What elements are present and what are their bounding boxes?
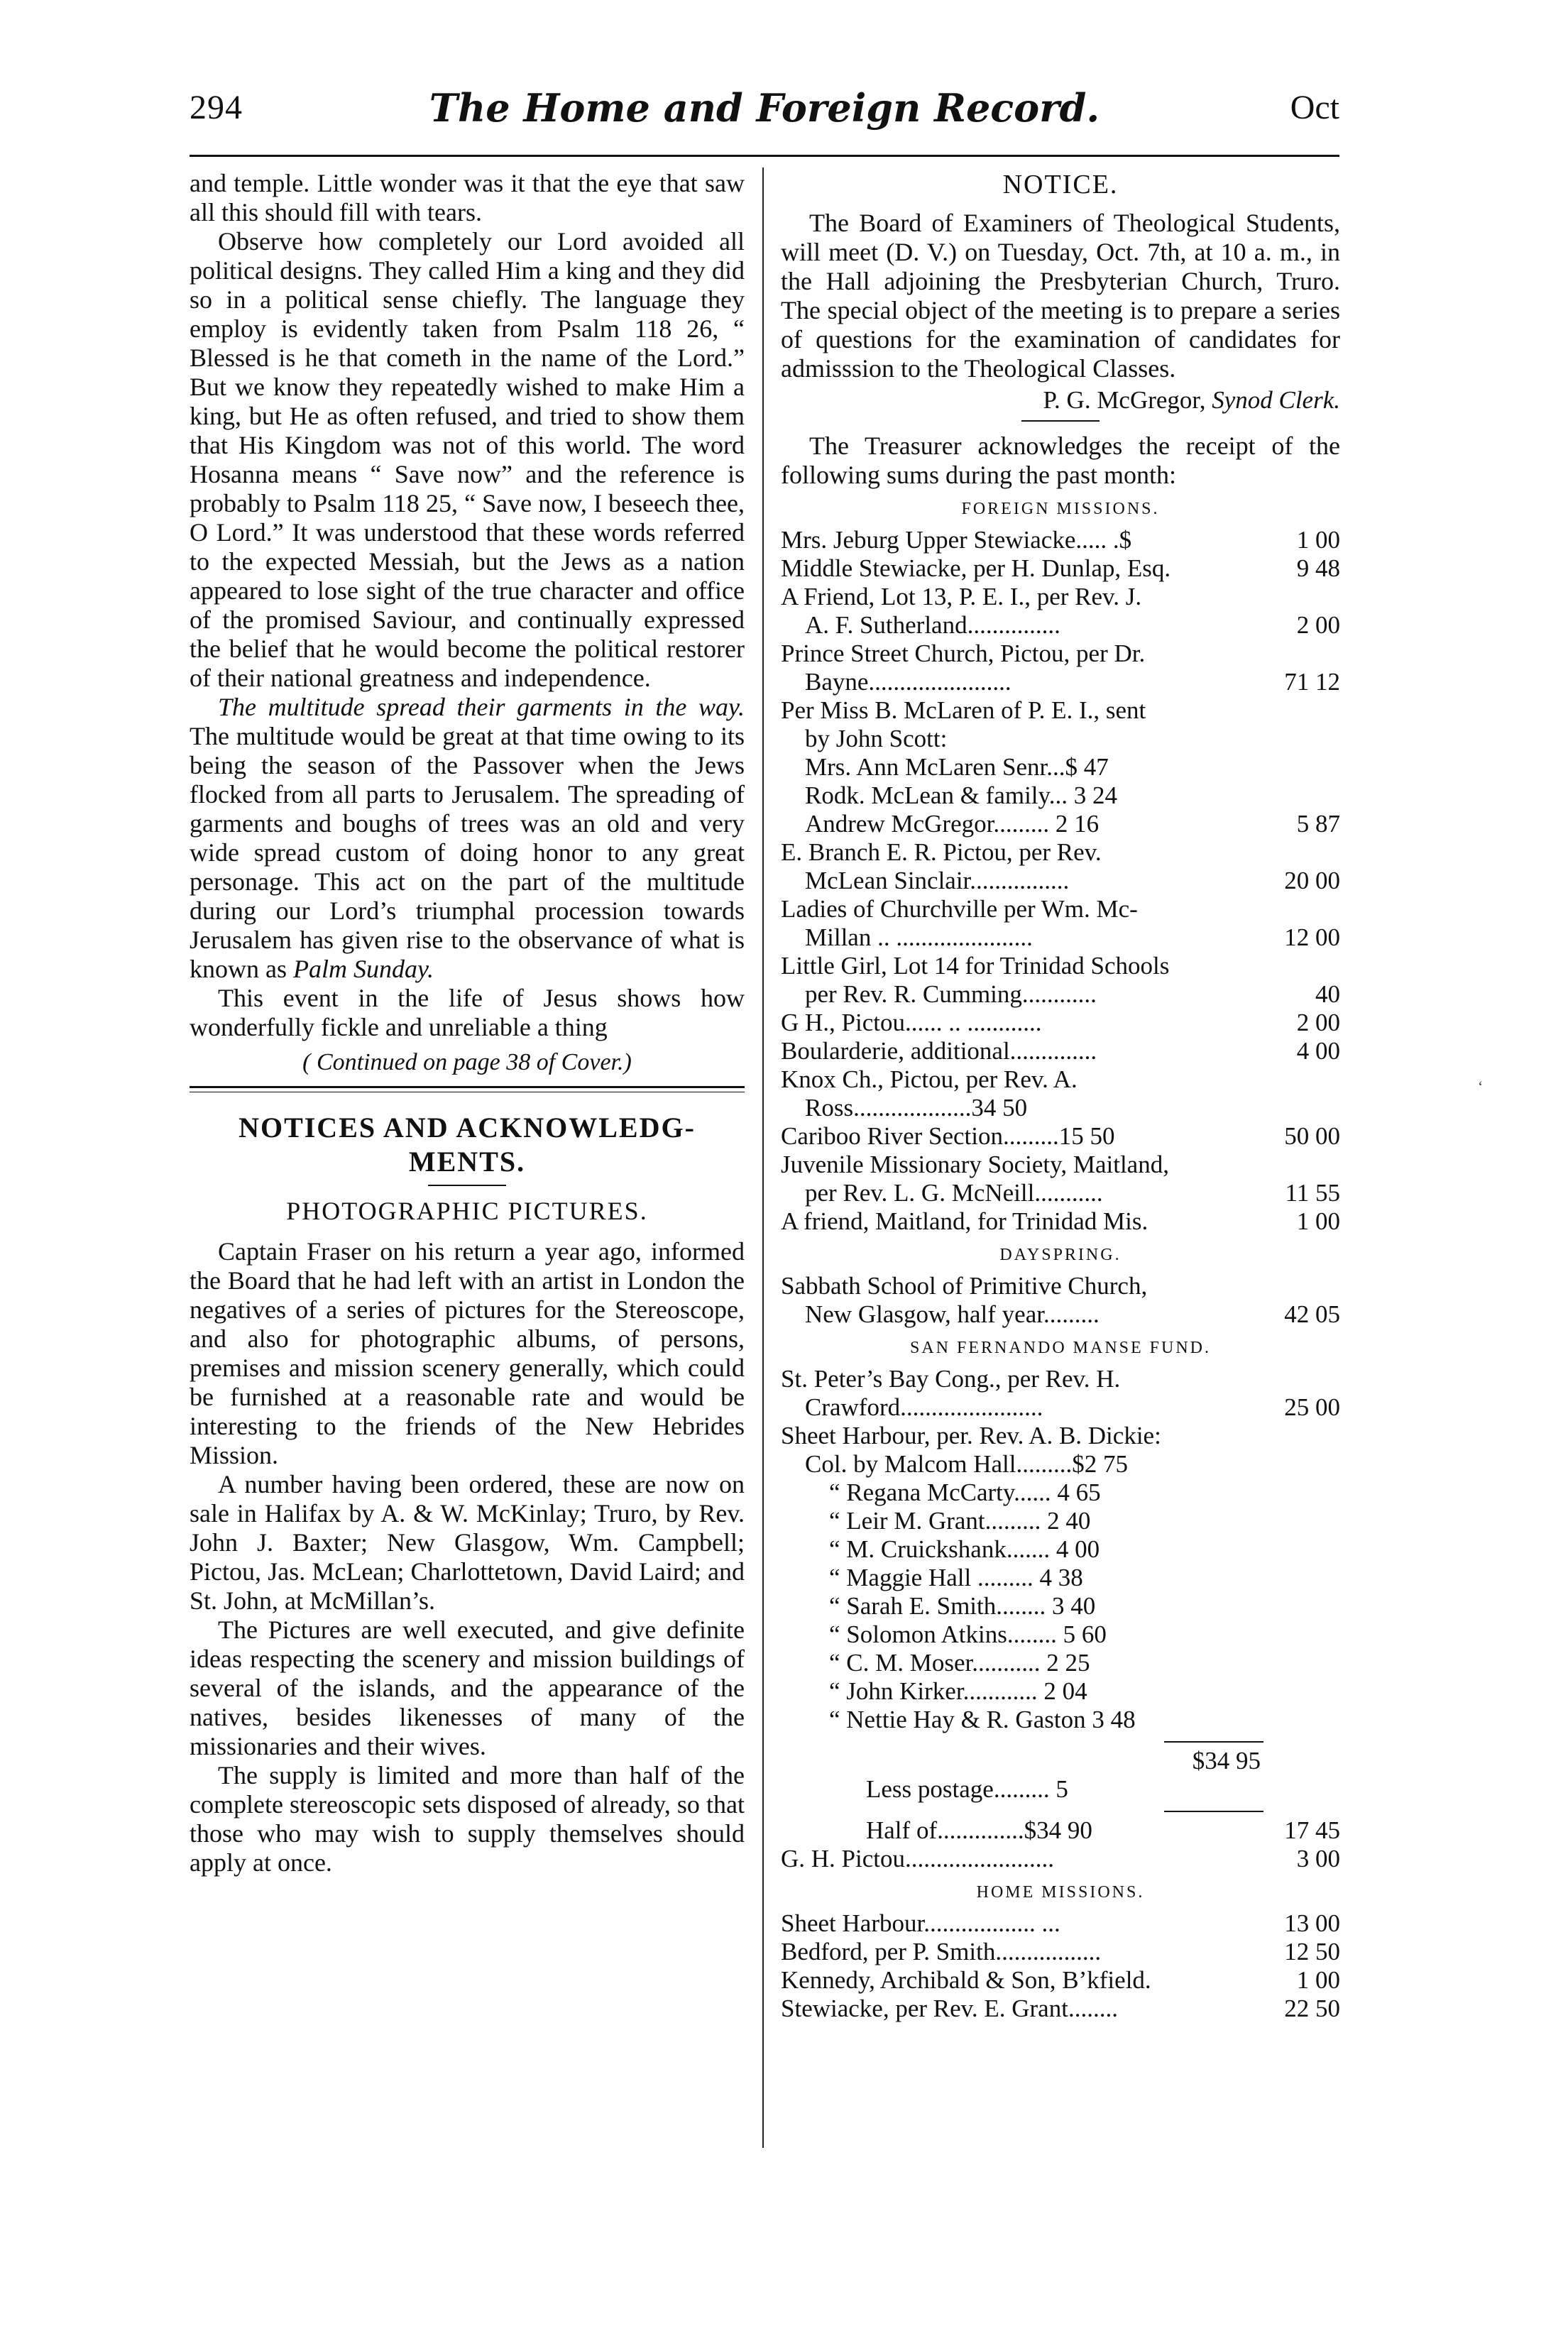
- entry-amount: 2 00: [1296, 1009, 1340, 1036]
- entry-amount: 12 50: [1284, 1938, 1340, 1965]
- signature-name: P. G. McGregor,: [1043, 386, 1206, 414]
- section-divider: [190, 1086, 745, 1092]
- entry-amount: 13 00: [1284, 1909, 1340, 1937]
- entry-description: Per Miss B. McLaren of P. E. I., sent: [781, 696, 1146, 724]
- entry-amount: 71 12: [1284, 668, 1340, 696]
- ledger-row: [781, 668, 1340, 696]
- entry-description: A friend, Maitland, for Trinidad Mis.: [781, 1207, 1148, 1235]
- paragraph: and temple. Little wonder was it that the eye that saw all this should fill with tears.: [190, 169, 745, 226]
- subtotal-rule: [1164, 1741, 1263, 1743]
- treasurer-intro: [781, 432, 1340, 490]
- ledger-row: [781, 781, 1340, 810]
- entry-description: Stewiacke, per Rev. E. Grant........: [781, 1995, 1118, 2022]
- entry-amount: 40: [1315, 980, 1340, 1008]
- entry-description: New Glasgow, half year.........: [805, 1300, 1100, 1328]
- short-rule: [1021, 420, 1100, 422]
- entry-description: Mrs. Jeburg Upper Stewiacke..... .$: [781, 526, 1132, 554]
- entry-description: “ M. Cruickshank....... 4 00: [829, 1535, 1100, 1563]
- ledger-row: [781, 1065, 1340, 1094]
- signature: [781, 386, 1340, 415]
- entry-description: Kennedy, Archibald & Son, B’kfield.: [781, 1966, 1151, 1994]
- entry-description: “ John Kirker............ 2 04: [829, 1677, 1087, 1705]
- right-column: [781, 169, 1340, 2023]
- column-divider: [762, 168, 764, 2148]
- heading-dayspring: DAYSPRING.: [999, 1246, 1122, 1264]
- ledger-row: [781, 1365, 1340, 1393]
- ledger-row: [781, 1122, 1340, 1151]
- entry-amount: 1 00: [1296, 526, 1340, 554]
- notice-title: NOTICE.: [1002, 170, 1119, 199]
- entry-description: G. H. Pictou........................: [781, 1845, 1054, 1872]
- heading-home-missions: HOME MISSIONS.: [976, 1883, 1145, 1902]
- entry-amount: 22 50: [1284, 1995, 1340, 2022]
- ledger-row: [781, 980, 1340, 1009]
- paragraph: [190, 693, 745, 984]
- entry-amount: 1 00: [1296, 1966, 1340, 1994]
- entry-description: “ C. M. Moser........... 2 25: [829, 1649, 1090, 1677]
- entry-amount: 1 00: [1296, 1207, 1340, 1235]
- ledger-row: [781, 1564, 1340, 1592]
- entry-description: Juvenile Missionary Society, Maitland,: [781, 1151, 1169, 1178]
- entry-description: Col. by Malcom Hall.........$2 75: [805, 1450, 1128, 1478]
- entry-description: Knox Ch., Pictou, per Rev. A.: [781, 1065, 1078, 1093]
- article-continuation: [190, 169, 745, 1042]
- ledger-row: [781, 611, 1340, 640]
- ledger-row: [781, 1775, 1340, 1804]
- entry-amount: 20 00: [1284, 867, 1340, 894]
- ledger-row: [781, 640, 1340, 668]
- entry-description: “ Nettie Hay & R. Gaston 3 48: [829, 1706, 1136, 1733]
- paragraph: Captain Fraser on his return a year ago, informed the Board that he had left with an artist in London the negatives of a series of pictures for the Stereoscope, and also for photographic albums, of persons, premises and mission scenery generally, which could be furnished at a reasonable rate and would be interesting to the friends of the New Hebrides Mission.: [190, 1237, 745, 1469]
- ledger-row: [781, 1938, 1340, 1966]
- ledger-row: [781, 1479, 1340, 1507]
- ledger-row: [781, 1592, 1340, 1620]
- entry-description: Little Girl, Lot 14 for Trinidad Schools: [781, 952, 1170, 980]
- ledger-row: [781, 1094, 1340, 1122]
- ledger-row: [781, 838, 1340, 867]
- ledger-row: [781, 1620, 1340, 1649]
- paragraph: The Treasurer acknowledges the receipt of the following sums during the past month:: [781, 432, 1340, 489]
- left-column: [190, 169, 745, 1877]
- paragraph-text: The multitude would be great at that time owing to its being the season of the Passover when the Jews flocked from all parts to Jerusalem. The spreading of garments and boughs of trees was an old and very wide spread custom of doing honor to any great personage. This act on the part of the multitude during our Lord’s triumphal procession towards Jerusalem has given rise to the observance of what is known as: [190, 722, 745, 983]
- section-title-line: NOTICES AND ACKNOWLEDG-: [239, 1112, 696, 1143]
- ledger-row: [781, 1507, 1340, 1535]
- entry-description: A. F. Sutherland...............: [805, 611, 1060, 639]
- entry-description: Middle Stewiacke, per H. Dunlap, Esq.: [781, 554, 1171, 582]
- entry-description: McLean Sinclair................: [805, 867, 1070, 894]
- ledger-row: [781, 1300, 1340, 1329]
- entry-description: Rodk. McLean & family... 3 24: [805, 781, 1118, 809]
- ledger-row: [781, 554, 1340, 583]
- entry-description: Sheet Harbour.................. ...: [781, 1909, 1060, 1937]
- ledger-row: [781, 1677, 1340, 1706]
- ledger-row: [781, 725, 1340, 753]
- paragraph: A number having been ordered, these are now on sale in Halifax by A. & W. McKinlay; Truro, by Rev. John J. Baxter; New Glasgow, Wm. Campbell; Pictou, Jas. McLean; Charlottetown, David Laird; and St. John, at McMillan’s.: [190, 1470, 745, 1615]
- entry-description: A Friend, Lot 13, P. E. I., per Rev. J.: [781, 583, 1142, 610]
- italic-phrase: Palm Sunday.: [293, 955, 434, 983]
- entry-amount: 11 55: [1285, 1179, 1340, 1207]
- ledger-row: [781, 1845, 1340, 1873]
- less-postage: Less postage......... 5: [866, 1775, 1068, 1803]
- ledger-row: [781, 810, 1340, 838]
- entry-description: St. Peter’s Bay Cong., per Rev. H.: [781, 1365, 1121, 1393]
- entry-description: “ Maggie Hall ......... 4 38: [829, 1564, 1083, 1591]
- ledger-row: [781, 1909, 1340, 1938]
- entry-description: “ Leir M. Grant......... 2 40: [829, 1507, 1091, 1535]
- entry-description: Mrs. Ann McLaren Senr...$ 47: [805, 753, 1109, 781]
- entry-amount: 2 00: [1296, 611, 1340, 639]
- paragraph: This event in the life of Jesus shows how wonderfully fickle and unreliable a thing: [190, 984, 745, 1041]
- entry-description: Andrew McGregor......... 2 16: [805, 810, 1100, 838]
- ledger-row: [781, 753, 1340, 781]
- entry-description: Cariboo River Section.........15 50: [781, 1122, 1115, 1150]
- ledger-row: [781, 867, 1340, 895]
- entry-description: by John Scott:: [805, 725, 948, 752]
- subtotal-rule: [1164, 1811, 1263, 1812]
- entry-description: Boularderie, additional..............: [781, 1037, 1097, 1065]
- ledger-row: [781, 1207, 1340, 1236]
- ledger-row: [781, 1535, 1340, 1564]
- entry-description: Half of..............$34 90: [866, 1816, 1092, 1844]
- entry-description: Crawford.......................: [805, 1393, 1043, 1421]
- heading-foreign-missions: FOREIGN MISSIONS.: [961, 500, 1160, 518]
- ledger-dayspring: [781, 1272, 1340, 1329]
- section-title-line: MENTS.: [408, 1146, 526, 1178]
- ledger-row: [781, 1995, 1340, 2023]
- ledger-row: [781, 1272, 1340, 1300]
- paragraph: The supply is limited and more than half of the complete stereoscopic sets disposed of already, so that those who may wish to supply themselves should apply at once.: [190, 1761, 745, 1877]
- entry-amount: 4 00: [1296, 1037, 1340, 1065]
- signature-title: Synod Clerk.: [1212, 386, 1340, 414]
- header-rule: [190, 155, 1339, 157]
- entry-description: “ Solomon Atkins........ 5 60: [829, 1620, 1107, 1648]
- paragraph: Observe how completely our Lord avoided all political designs. They called Him a king and they did so in a political sense chiefly. The language they employ is evidently taken from Psalm 118 26, “ Blessed is he that cometh in the name of the Lord.” But we know they repeatedly wished to make Him a king, but He as often refused, and tried to show them that His Kingdom was not of this world. The word Hosanna means “ Save now” and the reference is probably to Psalm 118 25, “ Save now, I beseech thee, O Lord.” It was understood that these words referred to the expected Messiah, but the Jews as a nation appeared to lose sight of the true character and office of the promised Saviour, and continually expressed the belief that he would become the political restorer of their national greatness and independence.: [190, 227, 745, 692]
- heading-manse-fund: SAN FERNANDO MANSE FUND.: [909, 1339, 1212, 1357]
- entry-amount: 9 48: [1296, 554, 1340, 582]
- notice-body: [781, 209, 1340, 383]
- entry-amount: 12 00: [1284, 923, 1340, 951]
- entry-description: Bayne.......................: [805, 668, 1011, 696]
- ledger-row: [781, 583, 1340, 611]
- ledger-row: [781, 1816, 1340, 1845]
- entry-description: Sabbath School of Primitive Church,: [781, 1272, 1148, 1300]
- entry-description: Ladies of Churchville per Wm. Mc-: [781, 895, 1138, 923]
- ledger-foreign-missions: [781, 526, 1340, 1236]
- continued-note: ( Continued on page 38 of Cover.): [302, 1049, 632, 1075]
- ledger-row: [781, 1179, 1340, 1207]
- issue-month: Oct: [1290, 89, 1339, 126]
- ledger-row: [781, 1706, 1340, 1734]
- stray-mark: ‘: [1478, 1077, 1484, 1095]
- entry-description: Sheet Harbour, per. Rev. A. B. Dickie:: [781, 1422, 1161, 1449]
- paragraph: The Pictures are well executed, and give definite ideas respecting the scenery and mission buildings of several of the islands, and the appearance of the natives, besides likenesses of many of the missionaries and their wives.: [190, 1616, 745, 1760]
- entry-description: Bedford, per P. Smith.................: [781, 1938, 1102, 1965]
- entry-amount: 50 00: [1284, 1122, 1340, 1150]
- paragraph: The Board of Examiners of Theological Students, will meet (D. V.) on Tuesday, Oct. 7th, at 10 a. m., in the Hall adjoining the Presbyterian Church, Truro. The special object of the meeting is to prepare a series of questions for the examination of candidates for admisssion to the Theological Classes.: [781, 209, 1340, 383]
- entry-description: E. Branch E. R. Pictou, per Rev.: [781, 838, 1102, 866]
- italic-phrase: The multitude spread their garments in the way.: [218, 693, 745, 721]
- ledger-row: [781, 1393, 1340, 1422]
- entry-description: “ Sarah E. Smith........ 3 40: [829, 1592, 1096, 1620]
- entry-amount: 3 00: [1296, 1845, 1340, 1872]
- entry-description: “ Regana McCarty...... 4 65: [829, 1479, 1101, 1506]
- entry-description: Millan .. ......................: [805, 923, 1033, 951]
- ledger-home-missions: [781, 1909, 1340, 2023]
- ledger-row: [781, 1422, 1340, 1450]
- running-header: [190, 85, 1339, 142]
- ledger-row: [781, 895, 1340, 923]
- ledger-row: [781, 1151, 1340, 1179]
- ledger-row: [781, 696, 1340, 725]
- entry-description: Prince Street Church, Pictou, per Dr.: [781, 640, 1146, 667]
- entry-amount: 17 45: [1284, 1816, 1340, 1844]
- entry-description: Ross...................34 50: [805, 1094, 1028, 1121]
- ledger-row: [781, 1450, 1340, 1479]
- entry-amount: 25 00: [1284, 1393, 1340, 1421]
- ledger-row: [781, 952, 1340, 980]
- ledger-row: [781, 1037, 1340, 1065]
- short-rule: [428, 1185, 506, 1186]
- entry-amount: 5 87: [1296, 810, 1340, 838]
- manse-total: $34 95: [1192, 1747, 1261, 1775]
- subheading-photographic-pictures: PHOTOGRAPHIC PICTURES.: [286, 1197, 648, 1225]
- entry-description: G H., Pictou...... .. ............: [781, 1009, 1042, 1036]
- entry-description: per Rev. L. G. McNeill...........: [805, 1179, 1103, 1207]
- section-title: [190, 1111, 745, 1179]
- ledger-row: [781, 1009, 1340, 1037]
- ledger-row: [781, 1747, 1340, 1775]
- manse-summary: [781, 1741, 1340, 1873]
- entry-amount: 42 05: [1284, 1300, 1340, 1328]
- ledger-manse-fund: [781, 1365, 1340, 1734]
- ledger-row: [781, 1966, 1340, 1995]
- ledger-row: [781, 923, 1340, 952]
- ledger-row: [781, 526, 1340, 554]
- page-number: 294: [190, 89, 243, 126]
- ledger-row: [781, 1649, 1340, 1677]
- photo-notice: [190, 1237, 745, 1877]
- journal-title: The Home and Foreign Record.: [429, 85, 1100, 131]
- entry-description: per Rev. R. Cumming............: [805, 980, 1097, 1008]
